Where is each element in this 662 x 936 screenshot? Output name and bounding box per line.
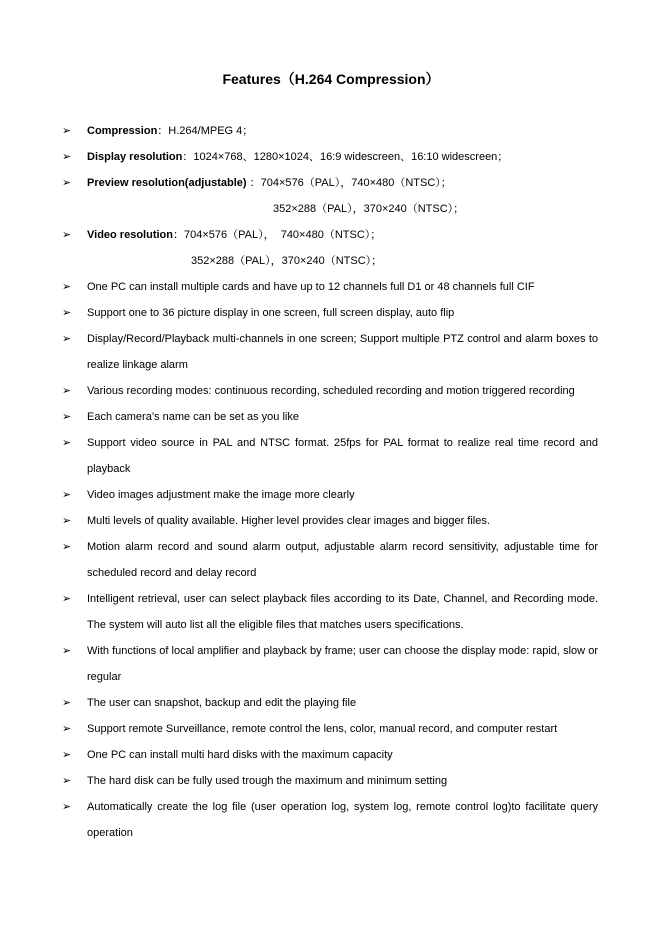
feature-text: Video images adjustment make the image more clearly: [87, 489, 355, 501]
bullet-arrow-icon: ➢: [62, 176, 72, 189]
bullet-arrow-icon: ➢: [62, 306, 72, 319]
spec-compression: [62, 118, 598, 144]
spec-video-resolution: [62, 222, 598, 274]
spec-separator: ：: [182, 151, 194, 163]
list-item: [62, 482, 598, 508]
feature-text: The hard disk can be fully used trough the maximum and minimum setting: [87, 775, 448, 787]
list-item: [62, 586, 598, 638]
bullet-arrow-icon: ➢: [62, 280, 72, 293]
feature-text: With functions of local amplifier and playback by frame; user can choose the display mode: rapid, slow or regular: [87, 645, 598, 683]
bullet-arrow-icon: ➢: [62, 722, 72, 735]
feature-text: Each camera’s name can be set as you like: [87, 411, 299, 423]
bullet-arrow-icon: ➢: [62, 514, 72, 527]
feature-text: Various recording modes: continuous recording, scheduled recording and motion triggered recording: [87, 385, 575, 397]
feature-text: The user can snapshot, backup and edit the playing file: [87, 697, 357, 709]
list-item: [62, 430, 598, 482]
list-item: [62, 768, 598, 794]
feature-text: Display/Record/Playback multi-channels in one screen; Support multiple PTZ control and alarm boxes to realize linkage alarm: [87, 333, 598, 371]
spec-value: 704×576（PAL），740×480（NTSC）；: [260, 177, 452, 189]
bullet-arrow-icon: ➢: [62, 228, 72, 241]
list-item: [62, 378, 598, 404]
spec-label: Video resolution: [87, 229, 173, 241]
spec-separator: ：: [246, 177, 261, 189]
feature-text: Multi levels of quality available. Higher level provides clear images and bigger files.: [87, 515, 490, 527]
spec-display-resolution: [62, 144, 598, 170]
feature-list: [62, 118, 598, 846]
bullet-arrow-icon: ➢: [62, 488, 72, 501]
spec-value: 1024×768、1280×1024、16:9 widescreen、16:10 widescreen；: [193, 151, 509, 163]
feature-text: Support one to 36 picture display in one screen, full screen display, auto flip: [87, 307, 455, 319]
list-item: [62, 638, 598, 690]
spec-label: Display resolution: [87, 151, 183, 163]
list-item: [62, 508, 598, 534]
spec-value: H.264/MPEG 4；: [168, 125, 254, 137]
spec-label: Preview resolution(adjustable): [87, 177, 247, 189]
feature-text: One PC can install multi hard disks with the maximum capacity: [87, 749, 393, 761]
bullet-arrow-icon: ➢: [62, 332, 72, 345]
feature-text: Intelligent retrieval, user can select playback files according to its Date, Channel, and Recording mode. The system will auto list all the eligible files that matches users specifications.: [87, 593, 598, 631]
page-title: Features（H.264 Compression）: [222, 71, 440, 87]
spec-label: Compression: [87, 125, 158, 137]
list-item: [62, 300, 598, 326]
bullet-arrow-icon: ➢: [62, 410, 72, 423]
bullet-arrow-icon: ➢: [62, 592, 72, 605]
list-item: [62, 326, 598, 378]
bullet-arrow-icon: ➢: [62, 774, 72, 787]
spec-value: 704×576（PAL）， 740×480（NTSC）；: [183, 229, 382, 241]
bullet-arrow-icon: ➢: [62, 384, 72, 397]
spec-preview-resolution: [62, 170, 598, 222]
feature-text: Motion alarm record and sound alarm output, adjustable alarm record sensitivity, adjustable time for scheduled record and delay record: [87, 541, 598, 579]
list-item: [62, 534, 598, 586]
bullet-arrow-icon: ➢: [62, 800, 72, 813]
spec-separator: ：: [157, 125, 169, 137]
feature-text: Automatically create the log file (user operation log, system log, remote control log)to facilitate query operation: [87, 801, 598, 839]
bullet-arrow-icon: ➢: [62, 436, 72, 449]
feature-text: One PC can install multiple cards and have up to 12 channels full D1 or 48 channels full CIF: [87, 281, 535, 293]
list-item: [62, 794, 598, 846]
spec-separator: ：: [172, 229, 184, 241]
list-item: [62, 274, 598, 300]
bullet-arrow-icon: ➢: [62, 696, 72, 709]
feature-text: Support remote Surveillance, remote control the lens, color, manual record, and computer restart: [87, 723, 558, 735]
feature-text: Support video source in PAL and NTSC format. 25fps for PAL format to realize real time record and playback: [87, 437, 598, 475]
list-item: [62, 404, 598, 430]
bullet-arrow-icon: ➢: [62, 124, 72, 137]
list-item: [62, 716, 598, 742]
bullet-arrow-icon: ➢: [62, 150, 72, 163]
spec-value-continued: 352×288（PAL），370×240（NTSC）；: [273, 203, 465, 215]
list-item: [62, 742, 598, 768]
list-item: [62, 690, 598, 716]
spec-value-continued: 352×288（PAL），370×240（NTSC）；: [191, 255, 383, 267]
bullet-arrow-icon: ➢: [62, 748, 72, 761]
bullet-arrow-icon: ➢: [62, 540, 72, 553]
bullet-arrow-icon: ➢: [62, 644, 72, 657]
